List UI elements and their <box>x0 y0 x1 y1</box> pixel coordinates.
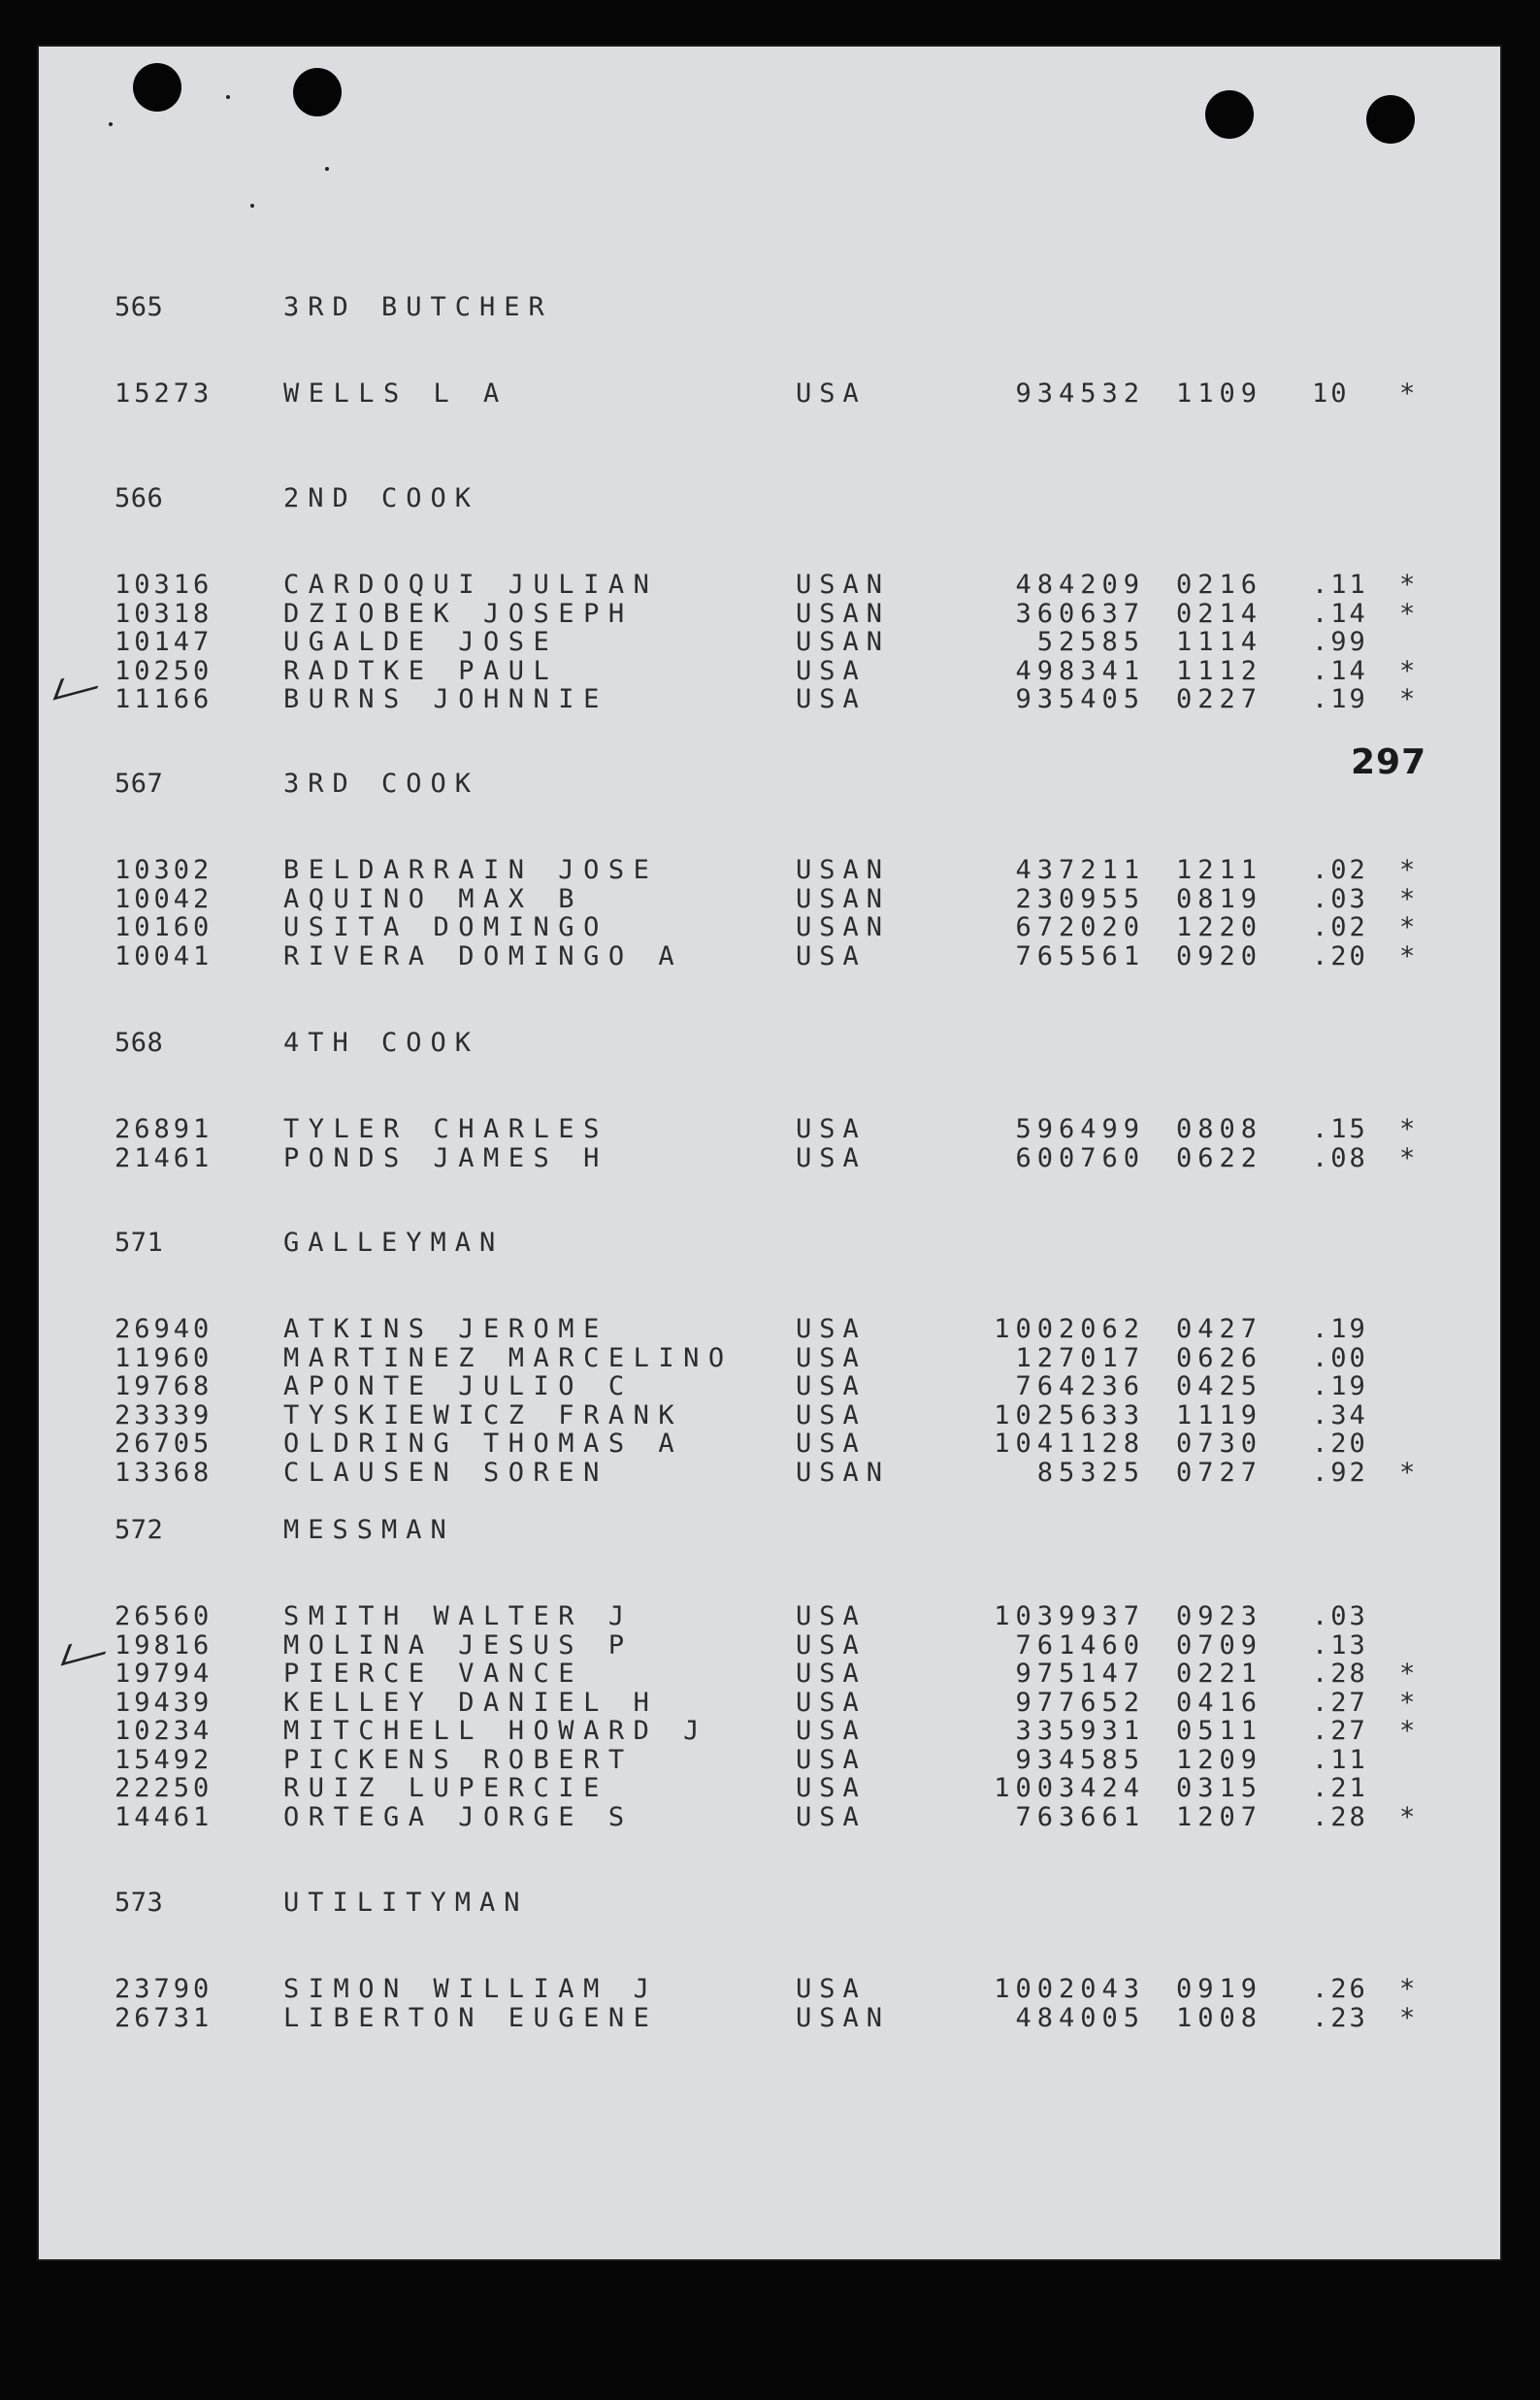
date-code: 0416 <box>1176 1687 1263 1718</box>
asterisk-mark: * <box>1399 684 1416 714</box>
asterisk-mark: * <box>1399 1142 1416 1173</box>
date-code: 0221 <box>1176 1659 1263 1689</box>
document-number: 85325 <box>1036 1457 1145 1488</box>
document-number: 600760 <box>1015 1142 1145 1173</box>
date-code: 0730 <box>1176 1429 1263 1459</box>
document-number: 230955 <box>1015 883 1145 914</box>
asterisk-mark: * <box>1399 655 1416 686</box>
document-number: 765561 <box>1015 940 1145 971</box>
date-code: 1211 <box>1176 855 1263 885</box>
date-code: 1119 <box>1176 1399 1263 1430</box>
rate-value: .34 <box>1312 1399 1368 1430</box>
document-number: 975147 <box>1015 1659 1145 1689</box>
speck <box>226 95 230 99</box>
document-number: 1002043 <box>994 1974 1145 2004</box>
nationality: USAN <box>796 2002 891 2033</box>
nationality: USA <box>796 1399 867 1430</box>
document-number: 360637 <box>1015 598 1145 629</box>
rate-value: 10 <box>1312 378 1350 409</box>
date-code: 0920 <box>1176 940 1263 971</box>
rate-value: .03 <box>1312 883 1368 914</box>
rate-value: .23 <box>1312 2002 1368 2033</box>
crew-name: MARTINEZ MARCELINO <box>283 1342 734 1373</box>
rate-value: .11 <box>1312 1744 1368 1775</box>
date-code: 0727 <box>1176 1457 1263 1488</box>
nationality: USA <box>796 1801 867 1832</box>
document-number: 672020 <box>1015 912 1145 942</box>
document-number: 934532 <box>1015 378 1145 409</box>
crew-name: RUIZ LUPERCIE <box>283 1773 608 1803</box>
crew-name: CARDOQUI JULIAN <box>283 570 659 600</box>
crew-id: 19816 <box>115 1629 213 1660</box>
section-code: 566 <box>115 483 164 513</box>
nationality: USA <box>796 684 867 714</box>
crew-id: 26940 <box>115 1314 213 1344</box>
nationality: USAN <box>796 570 891 600</box>
crew-name: AQUINO MAX B <box>283 883 584 914</box>
date-code: 0709 <box>1176 1629 1263 1660</box>
crew-name: RIVERA DOMINGO A <box>283 940 684 971</box>
date-code: 0819 <box>1176 883 1263 914</box>
crew-id: 14461 <box>115 1801 213 1832</box>
asterisk-mark: * <box>1399 1114 1416 1144</box>
rate-value: .15 <box>1312 1114 1368 1144</box>
crew-name: WELLS L A <box>283 378 508 409</box>
rate-value: .20 <box>1312 1429 1368 1459</box>
rate-value: .27 <box>1312 1716 1368 1746</box>
asterisk-mark: * <box>1399 1457 1416 1488</box>
date-code: 0315 <box>1176 1773 1263 1803</box>
nationality: USA <box>796 1687 867 1718</box>
crew-id: 26891 <box>115 1114 213 1144</box>
crew-id: 19794 <box>115 1659 213 1689</box>
crew-id: 11166 <box>115 684 213 714</box>
nationality: USAN <box>796 855 891 885</box>
asterisk-mark: * <box>1399 940 1416 971</box>
date-code: 0216 <box>1176 570 1263 600</box>
rate-value: .13 <box>1312 1629 1368 1660</box>
section-title: 4TH COOK <box>283 1028 480 1058</box>
rate-value: .19 <box>1312 1314 1368 1344</box>
section-code: 571 <box>115 1228 164 1258</box>
document-number: 763661 <box>1015 1801 1145 1832</box>
document-page <box>39 47 1500 2259</box>
document-number: 52585 <box>1036 627 1145 657</box>
crew-id: 15273 <box>115 378 213 409</box>
check-mark-icon <box>61 1633 114 1666</box>
nationality: USA <box>796 1114 867 1144</box>
crew-name: SMITH WALTER J <box>283 1601 634 1631</box>
section-title: MESSMAN <box>283 1515 455 1545</box>
asterisk-mark: * <box>1399 378 1416 409</box>
crew-id: 10234 <box>115 1716 213 1746</box>
rate-value: .11 <box>1312 570 1368 600</box>
rate-value: .28 <box>1312 1801 1368 1832</box>
nationality: USA <box>796 1974 867 2004</box>
date-code: 1207 <box>1176 1801 1263 1832</box>
document-number: 1003424 <box>994 1773 1145 1803</box>
document-number: 498341 <box>1015 655 1145 686</box>
date-code: 0227 <box>1176 684 1263 714</box>
crew-name: LIBERTON EUGENE <box>283 2002 659 2033</box>
rate-value: .20 <box>1312 940 1368 971</box>
rate-value: .99 <box>1312 627 1368 657</box>
document-number: 335931 <box>1015 1716 1145 1746</box>
nationality: USA <box>796 1142 867 1173</box>
crew-name: DZIOBEK JOSEPH <box>283 598 634 629</box>
rate-value: .14 <box>1312 655 1368 686</box>
date-code: 1112 <box>1176 655 1263 686</box>
section-code: 565 <box>115 292 164 322</box>
rate-value: .19 <box>1312 1371 1368 1401</box>
nationality: USAN <box>796 912 891 942</box>
document-number: 1041128 <box>994 1429 1145 1459</box>
asterisk-mark: * <box>1399 598 1416 629</box>
asterisk-mark: * <box>1399 855 1416 885</box>
crew-name: CLAUSEN SOREN <box>283 1457 608 1488</box>
asterisk-mark: * <box>1399 1801 1416 1832</box>
asterisk-mark: * <box>1399 2002 1416 2033</box>
crew-id: 10042 <box>115 883 213 914</box>
crew-name: MOLINA JESUS P <box>283 1629 634 1660</box>
date-code: 1109 <box>1176 378 1263 409</box>
speck <box>250 204 254 208</box>
asterisk-mark: * <box>1399 912 1416 942</box>
crew-name: UGALDE JOSE <box>283 627 559 657</box>
crew-name: PONDS JAMES H <box>283 1142 608 1173</box>
rate-value: .03 <box>1312 1601 1368 1631</box>
nationality: USA <box>796 1601 867 1631</box>
document-number: 764236 <box>1015 1371 1145 1401</box>
nationality: USA <box>796 1371 867 1401</box>
date-code: 0808 <box>1176 1114 1263 1144</box>
punch-hole <box>1366 95 1415 144</box>
document-number: 934585 <box>1015 1744 1145 1775</box>
section-code: 567 <box>115 769 164 799</box>
crew-id: 10041 <box>115 940 213 971</box>
crew-name: TYLER CHARLES <box>283 1114 608 1144</box>
date-code: 1209 <box>1176 1744 1263 1775</box>
punch-hole <box>293 68 342 116</box>
asterisk-mark: * <box>1399 1716 1416 1746</box>
rate-value: .92 <box>1312 1457 1368 1488</box>
date-code: 0923 <box>1176 1601 1263 1631</box>
speck <box>109 122 113 126</box>
crew-id: 10147 <box>115 627 213 657</box>
nationality: USA <box>796 655 867 686</box>
date-code: 0427 <box>1176 1314 1263 1344</box>
punch-hole <box>1205 90 1254 139</box>
document-number: 935405 <box>1015 684 1145 714</box>
crew-id: 15492 <box>115 1744 213 1775</box>
nationality: USA <box>796 1744 867 1775</box>
crew-name: KELLEY DANIEL H <box>283 1687 659 1718</box>
crew-name: ATKINS JEROME <box>283 1314 608 1344</box>
crew-name: USITA DOMINGO <box>283 912 608 942</box>
nationality: USAN <box>796 627 891 657</box>
crew-name: APONTE JULIO C <box>283 1371 634 1401</box>
crew-id: 10250 <box>115 655 213 686</box>
asterisk-mark: * <box>1399 570 1416 600</box>
nationality: USA <box>796 1716 867 1746</box>
crew-id: 26705 <box>115 1429 213 1459</box>
asterisk-mark: * <box>1399 1687 1416 1718</box>
crew-id: 10316 <box>115 570 213 600</box>
section-code: 573 <box>115 1888 164 1918</box>
crew-name: BELDARRAIN JOSE <box>283 855 659 885</box>
nationality: USA <box>796 940 867 971</box>
section-title: 3RD BUTCHER <box>283 292 553 322</box>
rate-value: .02 <box>1312 855 1368 885</box>
rate-value: .28 <box>1312 1659 1368 1689</box>
section-title: 3RD COOK <box>283 769 480 799</box>
nationality: USA <box>796 1773 867 1803</box>
rate-value: .02 <box>1312 912 1368 942</box>
date-code: 1220 <box>1176 912 1263 942</box>
nationality: USA <box>796 1659 867 1689</box>
rate-value: .21 <box>1312 1773 1368 1803</box>
date-code: 0511 <box>1176 1716 1263 1746</box>
crew-id: 23790 <box>115 1974 213 2004</box>
document-number: 484209 <box>1015 570 1145 600</box>
crew-id: 10302 <box>115 855 213 885</box>
document-number: 437211 <box>1015 855 1145 885</box>
date-code: 0919 <box>1176 1974 1263 2004</box>
crew-id: 23339 <box>115 1399 213 1430</box>
section-code: 572 <box>115 1515 164 1545</box>
rate-value: .26 <box>1312 1974 1368 2004</box>
speck <box>325 167 329 171</box>
asterisk-mark: * <box>1399 1974 1416 2004</box>
document-number: 977652 <box>1015 1687 1145 1718</box>
date-code: 0626 <box>1176 1342 1263 1373</box>
document-number: 127017 <box>1015 1342 1145 1373</box>
section-code: 568 <box>115 1028 164 1058</box>
crew-id: 11960 <box>115 1342 213 1373</box>
date-code: 1008 <box>1176 2002 1263 2033</box>
date-code: 0622 <box>1176 1142 1263 1173</box>
document-number: 761460 <box>1015 1629 1145 1660</box>
crew-id: 19439 <box>115 1687 213 1718</box>
date-code: 1114 <box>1176 627 1263 657</box>
crew-name: SIMON WILLIAM J <box>283 1974 659 2004</box>
crew-name: RADTKE PAUL <box>283 655 559 686</box>
rate-value: .08 <box>1312 1142 1368 1173</box>
nationality: USAN <box>796 1457 891 1488</box>
crew-name: PICKENS ROBERT <box>283 1744 634 1775</box>
rate-value: .27 <box>1312 1687 1368 1718</box>
crew-id: 26731 <box>115 2002 213 2033</box>
nationality: USA <box>796 1314 867 1344</box>
crew-id: 19768 <box>115 1371 213 1401</box>
crew-id: 26560 <box>115 1601 213 1631</box>
crew-name: MITCHELL HOWARD J <box>283 1716 708 1746</box>
asterisk-mark: * <box>1399 1659 1416 1689</box>
page-number-stamp: 297 <box>1351 742 1427 782</box>
crew-id: 22250 <box>115 1773 213 1803</box>
crew-id: 10160 <box>115 912 213 942</box>
nationality: USAN <box>796 883 891 914</box>
section-title: GALLEYMAN <box>283 1228 505 1258</box>
rate-value: .00 <box>1312 1342 1368 1373</box>
crew-id: 21461 <box>115 1142 213 1173</box>
crew-id: 10318 <box>115 598 213 629</box>
crew-name: PIERCE VANCE <box>283 1659 584 1689</box>
crew-id: 13368 <box>115 1457 213 1488</box>
crew-name: TYSKIEWICZ FRANK <box>283 1399 684 1430</box>
date-code: 0214 <box>1176 598 1263 629</box>
nationality: USA <box>796 1629 867 1660</box>
crew-name: BURNS JOHNNIE <box>283 684 608 714</box>
document-number: 596499 <box>1015 1114 1145 1144</box>
date-code: 0425 <box>1176 1371 1263 1401</box>
punch-hole <box>133 63 181 112</box>
rate-value: .14 <box>1312 598 1368 629</box>
section-title: UTILITYMAN <box>283 1888 529 1918</box>
crew-name: ORTEGA JORGE S <box>283 1801 634 1832</box>
document-number: 1002062 <box>994 1314 1145 1344</box>
document-number: 1039937 <box>994 1601 1145 1631</box>
nationality: USA <box>796 1429 867 1459</box>
nationality: USA <box>796 1342 867 1373</box>
document-number: 1025633 <box>994 1399 1145 1430</box>
document-number: 484005 <box>1015 2002 1145 2033</box>
nationality: USAN <box>796 598 891 629</box>
asterisk-mark: * <box>1399 883 1416 914</box>
section-title: 2ND COOK <box>283 483 480 513</box>
nationality: USA <box>796 378 867 409</box>
crew-name: OLDRING THOMAS A <box>283 1429 684 1459</box>
check-mark-icon <box>53 668 106 701</box>
rate-value: .19 <box>1312 684 1368 714</box>
